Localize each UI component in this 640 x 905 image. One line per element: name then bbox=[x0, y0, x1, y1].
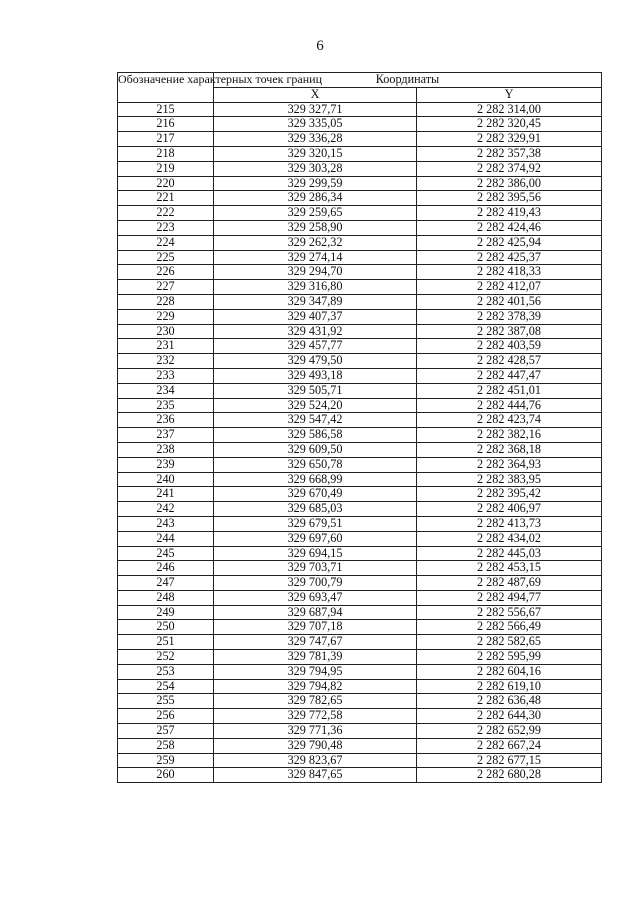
y-coordinate-cell: 2 282 667,24 bbox=[417, 738, 602, 753]
x-coordinate-cell: 329 771,36 bbox=[214, 724, 417, 739]
y-coordinate-cell: 2 282 619,10 bbox=[417, 679, 602, 694]
y-coordinate-cell: 2 282 595,99 bbox=[417, 650, 602, 665]
table-row bbox=[118, 516, 602, 531]
y-coordinate-cell: 2 282 382,16 bbox=[417, 428, 602, 443]
table-row bbox=[118, 383, 602, 398]
y-coordinate-cell: 2 282 424,46 bbox=[417, 220, 602, 235]
point-cell: 216 bbox=[118, 117, 214, 132]
point-cell: 248 bbox=[118, 590, 214, 605]
y-coordinate-cell: 2 282 582,65 bbox=[417, 635, 602, 650]
point-cell: 219 bbox=[118, 161, 214, 176]
table-row bbox=[118, 250, 602, 265]
table-row bbox=[118, 605, 602, 620]
point-cell: 223 bbox=[118, 220, 214, 235]
y-coordinate-cell: 2 282 412,07 bbox=[417, 280, 602, 295]
y-coordinate-cell: 2 282 652,99 bbox=[417, 724, 602, 739]
table-row bbox=[118, 117, 602, 132]
y-coordinate-cell: 2 282 494,77 bbox=[417, 590, 602, 605]
point-cell: 257 bbox=[118, 724, 214, 739]
point-cell: 237 bbox=[118, 428, 214, 443]
point-cell: 222 bbox=[118, 206, 214, 221]
table-body bbox=[118, 102, 602, 783]
y-coordinate-cell: 2 282 677,15 bbox=[417, 753, 602, 768]
point-cell: 239 bbox=[118, 457, 214, 472]
y-coordinate-cell: 2 282 447,47 bbox=[417, 368, 602, 383]
x-coordinate-cell: 329 781,39 bbox=[214, 650, 417, 665]
table-row bbox=[118, 368, 602, 383]
table-row bbox=[118, 428, 602, 443]
y-coordinate-cell: 2 282 680,28 bbox=[417, 768, 602, 783]
point-cell: 226 bbox=[118, 265, 214, 280]
x-coordinate-cell: 329 790,48 bbox=[214, 738, 417, 753]
table-row bbox=[118, 650, 602, 665]
table-row bbox=[118, 576, 602, 591]
point-cell: 245 bbox=[118, 546, 214, 561]
table-row bbox=[118, 546, 602, 561]
point-cell: 231 bbox=[118, 339, 214, 354]
point-cell: 250 bbox=[118, 620, 214, 635]
y-coordinate-cell: 2 282 329,91 bbox=[417, 132, 602, 147]
point-cell: 227 bbox=[118, 280, 214, 295]
y-coordinate-cell: 2 282 418,33 bbox=[417, 265, 602, 280]
x-coordinate-cell: 329 685,03 bbox=[214, 502, 417, 517]
point-cell: 247 bbox=[118, 576, 214, 591]
point-cell: 229 bbox=[118, 309, 214, 324]
y-coordinate-cell: 2 282 644,30 bbox=[417, 709, 602, 724]
table-row bbox=[118, 724, 602, 739]
x-coordinate-cell: 329 335,05 bbox=[214, 117, 417, 132]
point-cell: 232 bbox=[118, 354, 214, 369]
point-cell: 244 bbox=[118, 531, 214, 546]
table-row bbox=[118, 442, 602, 457]
y-coordinate-cell: 2 282 636,48 bbox=[417, 694, 602, 709]
y-coordinate-cell: 2 282 434,02 bbox=[417, 531, 602, 546]
point-cell: 243 bbox=[118, 516, 214, 531]
point-cell: 252 bbox=[118, 650, 214, 665]
point-cell: 228 bbox=[118, 294, 214, 309]
point-cell: 220 bbox=[118, 176, 214, 191]
x-coordinate-cell: 329 431,92 bbox=[214, 324, 417, 339]
y-coordinate-cell: 2 282 364,93 bbox=[417, 457, 602, 472]
y-coordinate-cell: 2 282 423,74 bbox=[417, 413, 602, 428]
y-coordinate-cell: 2 282 368,18 bbox=[417, 442, 602, 457]
header-coordinates: Координаты bbox=[214, 73, 602, 88]
y-coordinate-cell: 2 282 403,59 bbox=[417, 339, 602, 354]
y-coordinate-cell: 2 282 395,56 bbox=[417, 191, 602, 206]
table-row bbox=[118, 324, 602, 339]
x-coordinate-cell: 329 407,37 bbox=[214, 309, 417, 324]
y-coordinate-cell: 2 282 413,73 bbox=[417, 516, 602, 531]
x-coordinate-cell: 329 479,50 bbox=[214, 354, 417, 369]
x-coordinate-cell: 329 286,34 bbox=[214, 191, 417, 206]
y-coordinate-cell: 2 282 357,38 bbox=[417, 146, 602, 161]
y-coordinate-cell: 2 282 425,37 bbox=[417, 250, 602, 265]
table-row bbox=[118, 753, 602, 768]
header-y: Y bbox=[417, 87, 602, 102]
x-coordinate-cell: 329 294,70 bbox=[214, 265, 417, 280]
table-row bbox=[118, 413, 602, 428]
table-row bbox=[118, 664, 602, 679]
point-cell: 249 bbox=[118, 605, 214, 620]
table-header bbox=[118, 73, 602, 103]
x-coordinate-cell: 329 547,42 bbox=[214, 413, 417, 428]
x-coordinate-cell: 329 299,59 bbox=[214, 176, 417, 191]
y-coordinate-cell: 2 282 556,67 bbox=[417, 605, 602, 620]
table-row bbox=[118, 694, 602, 709]
point-cell: 242 bbox=[118, 502, 214, 517]
y-coordinate-cell: 2 282 387,08 bbox=[417, 324, 602, 339]
header-x: X bbox=[214, 87, 417, 102]
x-coordinate-cell: 329 687,94 bbox=[214, 605, 417, 620]
y-coordinate-cell: 2 282 425,94 bbox=[417, 235, 602, 250]
x-coordinate-cell: 329 679,51 bbox=[214, 516, 417, 531]
table-row bbox=[118, 280, 602, 295]
x-coordinate-cell: 329 524,20 bbox=[214, 398, 417, 413]
point-cell: 235 bbox=[118, 398, 214, 413]
x-coordinate-cell: 329 274,14 bbox=[214, 250, 417, 265]
y-coordinate-cell: 2 282 444,76 bbox=[417, 398, 602, 413]
table-row bbox=[118, 620, 602, 635]
x-coordinate-cell: 329 707,18 bbox=[214, 620, 417, 635]
x-coordinate-cell: 329 258,90 bbox=[214, 220, 417, 235]
page-number: 6 bbox=[316, 38, 324, 54]
x-coordinate-cell: 329 697,60 bbox=[214, 531, 417, 546]
x-coordinate-cell: 329 262,32 bbox=[214, 235, 417, 250]
point-cell: 221 bbox=[118, 191, 214, 206]
y-coordinate-cell: 2 282 566,49 bbox=[417, 620, 602, 635]
x-coordinate-cell: 329 316,80 bbox=[214, 280, 417, 295]
point-cell: 236 bbox=[118, 413, 214, 428]
table-row bbox=[118, 191, 602, 206]
table-row bbox=[118, 709, 602, 724]
x-coordinate-cell: 329 794,95 bbox=[214, 664, 417, 679]
x-coordinate-cell: 329 670,49 bbox=[214, 487, 417, 502]
y-coordinate-cell: 2 282 445,03 bbox=[417, 546, 602, 561]
table-row bbox=[118, 220, 602, 235]
point-cell: 240 bbox=[118, 472, 214, 487]
table-row bbox=[118, 235, 602, 250]
table-row bbox=[118, 294, 602, 309]
point-cell: 246 bbox=[118, 561, 214, 576]
point-cell: 225 bbox=[118, 250, 214, 265]
x-coordinate-cell: 329 609,50 bbox=[214, 442, 417, 457]
x-coordinate-cell: 329 505,71 bbox=[214, 383, 417, 398]
point-cell: 260 bbox=[118, 768, 214, 783]
x-coordinate-cell: 329 847,65 bbox=[214, 768, 417, 783]
x-coordinate-cell: 329 457,77 bbox=[214, 339, 417, 354]
x-coordinate-cell: 329 303,28 bbox=[214, 161, 417, 176]
y-coordinate-cell: 2 282 451,01 bbox=[417, 383, 602, 398]
y-coordinate-cell: 2 282 401,56 bbox=[417, 294, 602, 309]
table-row bbox=[118, 146, 602, 161]
table-row bbox=[118, 531, 602, 546]
x-coordinate-cell: 329 327,71 bbox=[214, 102, 417, 117]
table-row bbox=[118, 635, 602, 650]
table-row bbox=[118, 309, 602, 324]
header-point-designation: Обозначение характерных точек границ bbox=[118, 73, 214, 103]
point-cell: 258 bbox=[118, 738, 214, 753]
table-row bbox=[118, 457, 602, 472]
point-cell: 217 bbox=[118, 132, 214, 147]
point-cell: 234 bbox=[118, 383, 214, 398]
x-coordinate-cell: 329 347,89 bbox=[214, 294, 417, 309]
table-row bbox=[118, 738, 602, 753]
x-coordinate-cell: 329 668,99 bbox=[214, 472, 417, 487]
table-row bbox=[118, 398, 602, 413]
y-coordinate-cell: 2 282 314,00 bbox=[417, 102, 602, 117]
table-row bbox=[118, 176, 602, 191]
y-coordinate-cell: 2 282 419,43 bbox=[417, 206, 602, 221]
point-cell: 241 bbox=[118, 487, 214, 502]
x-coordinate-cell: 329 794,82 bbox=[214, 679, 417, 694]
x-coordinate-cell: 329 700,79 bbox=[214, 576, 417, 591]
x-coordinate-cell: 329 650,78 bbox=[214, 457, 417, 472]
point-cell: 224 bbox=[118, 235, 214, 250]
x-coordinate-cell: 329 336,28 bbox=[214, 132, 417, 147]
point-cell: 238 bbox=[118, 442, 214, 457]
point-cell: 255 bbox=[118, 694, 214, 709]
point-cell: 218 bbox=[118, 146, 214, 161]
y-coordinate-cell: 2 282 374,92 bbox=[417, 161, 602, 176]
table-row bbox=[118, 768, 602, 783]
point-cell: 233 bbox=[118, 368, 214, 383]
table-row bbox=[118, 354, 602, 369]
table-row bbox=[118, 339, 602, 354]
x-coordinate-cell: 329 586,58 bbox=[214, 428, 417, 443]
table-row bbox=[118, 161, 602, 176]
table-row bbox=[118, 132, 602, 147]
table-row bbox=[118, 206, 602, 221]
table-row bbox=[118, 102, 602, 117]
point-cell: 251 bbox=[118, 635, 214, 650]
table-row bbox=[118, 590, 602, 605]
table-row bbox=[118, 265, 602, 280]
point-cell: 215 bbox=[118, 102, 214, 117]
y-coordinate-cell: 2 282 428,57 bbox=[417, 354, 602, 369]
y-coordinate-cell: 2 282 383,95 bbox=[417, 472, 602, 487]
x-coordinate-cell: 329 259,65 bbox=[214, 206, 417, 221]
x-coordinate-cell: 329 320,15 bbox=[214, 146, 417, 161]
point-cell: 254 bbox=[118, 679, 214, 694]
table-row bbox=[118, 487, 602, 502]
coordinates-table bbox=[117, 72, 602, 783]
table-row bbox=[118, 561, 602, 576]
x-coordinate-cell: 329 694,15 bbox=[214, 546, 417, 561]
x-coordinate-cell: 329 693,47 bbox=[214, 590, 417, 605]
x-coordinate-cell: 329 772,58 bbox=[214, 709, 417, 724]
y-coordinate-cell: 2 282 604,16 bbox=[417, 664, 602, 679]
table-row bbox=[118, 502, 602, 517]
y-coordinate-cell: 2 282 386,00 bbox=[417, 176, 602, 191]
point-cell: 256 bbox=[118, 709, 214, 724]
x-coordinate-cell: 329 747,67 bbox=[214, 635, 417, 650]
table-row bbox=[118, 679, 602, 694]
table-row bbox=[118, 472, 602, 487]
point-cell: 230 bbox=[118, 324, 214, 339]
x-coordinate-cell: 329 493,18 bbox=[214, 368, 417, 383]
point-cell: 253 bbox=[118, 664, 214, 679]
y-coordinate-cell: 2 282 395,42 bbox=[417, 487, 602, 502]
y-coordinate-cell: 2 282 487,69 bbox=[417, 576, 602, 591]
y-coordinate-cell: 2 282 453,15 bbox=[417, 561, 602, 576]
x-coordinate-cell: 329 782,65 bbox=[214, 694, 417, 709]
y-coordinate-cell: 2 282 406,97 bbox=[417, 502, 602, 517]
y-coordinate-cell: 2 282 378,39 bbox=[417, 309, 602, 324]
point-cell: 259 bbox=[118, 753, 214, 768]
y-coordinate-cell: 2 282 320,45 bbox=[417, 117, 602, 132]
x-coordinate-cell: 329 703,71 bbox=[214, 561, 417, 576]
x-coordinate-cell: 329 823,67 bbox=[214, 753, 417, 768]
